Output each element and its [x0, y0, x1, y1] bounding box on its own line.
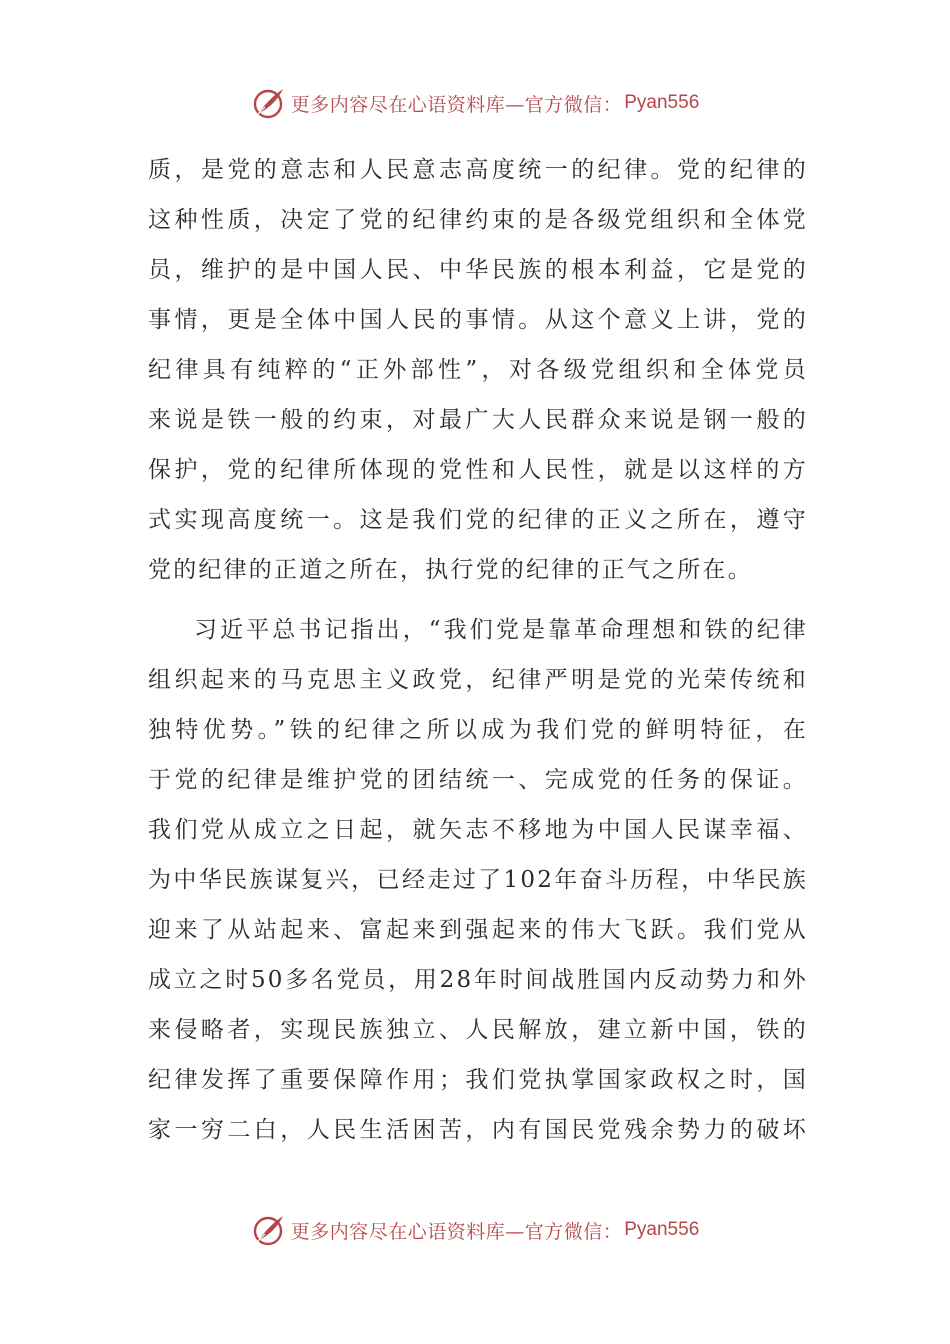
text-line: 式实现高度统一。这是我们党的纪律的正义之所在，遵守 — [148, 507, 808, 533]
text-line: 保护，党的纪律所体现的党性和人民性，就是以这样的方 — [148, 457, 808, 483]
paragraph-gap — [148, 595, 808, 605]
paragraph-2 — [148, 605, 808, 1155]
text-line: 来侵略者，实现民族独立、人民解放，建立新中国，铁的 — [148, 1017, 808, 1043]
banner-text: 更多内容尽在心语资料库—官方微信： — [290, 1220, 623, 1243]
text-line: 党的纪律的正道之所在，执行党的纪律的正气之所在。 — [148, 557, 753, 583]
header-banner — [0, 83, 950, 123]
text-line: 为中华民族谋复兴，已经走过了102年奋斗历程，中华民族 — [148, 867, 808, 893]
text-line: 这种性质，决定了党的纪律约束的是各级党组织和全体党 — [148, 207, 808, 233]
footer-banner — [0, 1210, 950, 1250]
quill-pen-logo-icon — [251, 1212, 287, 1248]
text-line: 员，维护的是中国人民、中华民族的根本利益，它是党的 — [148, 257, 808, 283]
text-line: 纪律具有纯粹的“正外部性”，对各级党组织和全体党员 — [148, 357, 808, 383]
text-line: 习近平总书记指出，“我们党是靠革命理想和铁的纪律 — [194, 617, 808, 643]
text-line: 家一穷二白，人民生活困苦，内有国民党残余势力的破坏 — [148, 1117, 808, 1143]
text-line: 来说是铁一般的约束，对最广大人民群众来说是钢一般的 — [148, 407, 808, 433]
quill-pen-logo-icon — [251, 85, 287, 121]
text-line: 独特优势。”铁的纪律之所以成为我们党的鲜明特征，在 — [148, 717, 808, 743]
wechat-id: Pyan556 — [624, 1219, 700, 1240]
wechat-id: Pyan556 — [624, 92, 700, 113]
document-body — [148, 145, 808, 1155]
text-line: 迎来了从站起来、富起来到强起来的伟大飞跃。我们党从 — [148, 917, 808, 943]
banner-text: 更多内容尽在心语资料库—官方微信： — [290, 93, 623, 116]
text-line: 质，是党的意志和人民意志高度统一的纪律。党的纪律的 — [148, 157, 808, 183]
text-line: 组织起来的马克思主义政党，纪律严明是党的光荣传统和 — [148, 667, 808, 693]
text-line: 纪律发挥了重要保障作用；我们党执掌国家政权之时，国 — [148, 1067, 808, 1093]
text-line: 于党的纪律是维护党的团结统一、完成党的任务的保证。 — [148, 767, 808, 793]
text-line: 成立之时50多名党员，用28年时间战胜国内反动势力和外 — [148, 967, 808, 993]
paragraph-1 — [148, 145, 808, 595]
text-line: 事情，更是全体中国人民的事情。从这个意义上讲，党的 — [148, 307, 808, 333]
text-line: 我们党从成立之日起，就矢志不移地为中国人民谋幸福、 — [148, 817, 808, 843]
